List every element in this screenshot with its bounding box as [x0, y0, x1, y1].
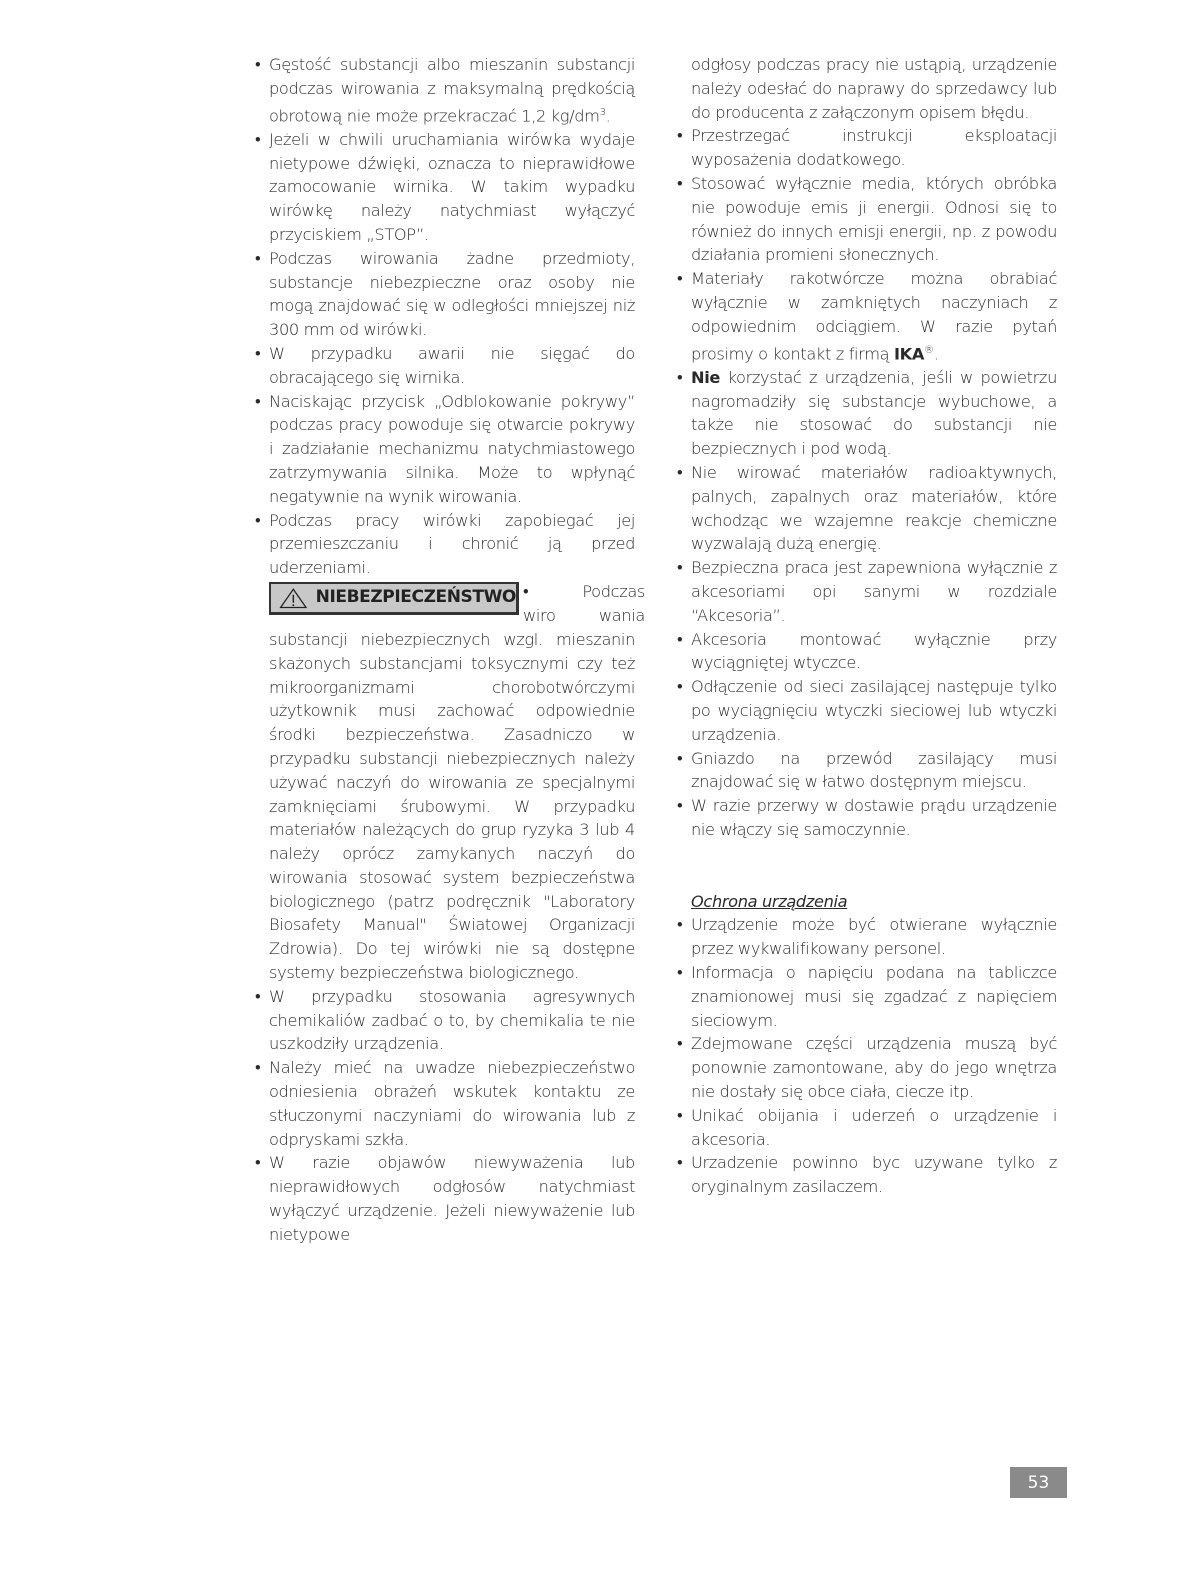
- bullet: •: [677, 126, 683, 146]
- list-item: • Odłączenie od sieci zasilającej następuje tylko po wyciągnięciu wtyczki sieciowej lub wtyczki urządzenia.: [677, 677, 1057, 744]
- right-column: [677, 53, 1057, 1199]
- list-item: • Materiały rakotwórcze można obrabiać wyłącznie w zamkniętych naczyniach z odpowiednim odciągiem. W razie pytań prosimy o kontakt z firmą IKA®.: [677, 269, 1057, 363]
- list-item: • Urzadzenie powinno byc uzywane tylko z oryginalnym zasilaczem.: [677, 1153, 1057, 1197]
- list-item: • Urządzenie może być otwierane wyłącznie przez wykwalifikowany personel.: [677, 915, 1057, 959]
- warning-text: substancji niebezpiecznych wzgl. mieszanin skażonych substancjami toksycznymi czy też mikroorganizmami chorobotwórczymi użytkownik musi zachować odpowiednie środki bezpieczeństwa. Zasadniczo w przypadku substancji niebezpiecznych należy używać naczyń do wirowania ze specjalnymi zamknięciami śrubowymi. W przypadku materiałów należących do grup ryzyka 3 lub 4 należy oprócz zamykanych naczyń do wirowania stosować system bezpieczeństwa biologicznego (patrz podręcznik "Laboratory Biosafety Manual" Światowej Organizacji Zdrowia). Do tej wirówki nie są dostępne systemy bezpieczeństwa biologicznego.: [269, 629, 635, 983]
- bullet: •: [255, 510, 261, 530]
- list-item: • W razie przerwy w dostawie prądu urządzenie nie włączy się samoczynnie.: [677, 796, 1057, 839]
- list-item: • Nie wirować materiałów radioaktywnych, palnych, zapalnych oraz materiałów, które wchodząc we wzajemne reakcje chemiczne wyzwalają dużą energię.: [677, 462, 1057, 554]
- warning-triangle-icon: [279, 585, 308, 611]
- list-item: • W razie objawów niewyważenia lub nieprawidłowych odgłosów natychmiast wyłączyć urządzenie. Jeżeli niewyważenie lub nietypowe: [255, 1153, 635, 1244]
- danger-warning: NIEBEZPIECZEŃSTWO • Podczas wiro wania: [255, 580, 635, 628]
- bullet: •: [677, 677, 683, 697]
- bullet: •: [255, 1058, 261, 1078]
- list-item: • Jeżeli w chwili uruchamiania wirówka wydaje nietypowe dźwięki, oznacza to nieprawidłowe zamocowanie wirnika. W takim wypadku wirówkę należy natychmiast wyłączyć przyciskiem „STOP”.: [255, 129, 635, 244]
- list-item: • W przypadku awarii nie sięgać do obracającego się wirnika.: [255, 343, 635, 387]
- list-item: • Stosować wyłącznie media, których obróbka nie powoduje emis ji energii. Odnosi się to również do innych emisji energii, np. z powodu działania promieni słonecznych.: [677, 173, 1057, 265]
- bullet: •: [677, 748, 683, 768]
- list-item: • Podczas wirowania żadne przedmioty, substancje niebezpieczne oraz osoby nie mogą znajdować się w odległości mniejszej niż 300 mm od wirówki.: [255, 248, 635, 340]
- danger-label: NIEBEZPIECZEŃSTWO: [315, 587, 516, 608]
- bullet: •: [255, 343, 261, 363]
- list-item: • Nie korzystać z urządzenia, jeśli w powietrzu nagromadziły się substancje wybuchowe, a także nie stosować do substancji nie bezpiecznych i pod wodą.: [677, 367, 1057, 459]
- list-item: • Gniazdo na przewód zasilający musi znajdować się w łatwo dostępnym miejscu.: [677, 748, 1057, 792]
- bullet: •: [255, 248, 261, 268]
- bullet: •: [677, 367, 683, 387]
- list-item: • Bezpieczna praca jest zapewniona wyłącznie z akcesoriami opi sanymi w rozdziale “Akcesoria”.: [677, 558, 1057, 625]
- list-item: • Przestrzegać instrukcji eksploatacji wyposażenia dodatkowego.: [677, 126, 1057, 170]
- list-item: • W przypadku stosowania agresywnych chemikaliów zadbać o to, by chemikalia te nie uszkodziły urządzenia.: [255, 986, 635, 1054]
- list-item: • Podczas pracy wirówki zapobiegać jej przemieszczaniu i chronić ją przed uderzeniami.: [255, 510, 635, 578]
- bullet: •: [677, 558, 683, 578]
- brand-name: IKA: [894, 343, 925, 363]
- bullet: •: [677, 915, 683, 935]
- section-heading: Ochrona urządzenia: [691, 891, 848, 911]
- bullet: •: [677, 269, 683, 289]
- bullet: •: [677, 963, 683, 983]
- left-column: [255, 53, 645, 1247]
- list-item: • Należy mieć na uwadze niebezpieczeństwo odniesienia obrażeń wskutek kontaktu ze stłuczonymi naczyniami do wirowania lub z odpryskami szkła.: [255, 1058, 635, 1149]
- list-item: • Naciskając przycisk „Odblokowanie pokrywy” podczas pracy powoduje się otwarcie pokrywy i zadziałanie mechanizmu natychmiastowego zatrzymywania silnika. Może to wpłynąć negatywnie na wynik wirowania.: [255, 391, 635, 506]
- bullet: •: [677, 796, 683, 816]
- list-item: • Unikać obijania i uderzeń o urządzenie i akcesoria.: [677, 1105, 1057, 1149]
- bullet: •: [677, 1153, 683, 1173]
- bullet: •: [677, 173, 683, 193]
- bullet: •: [255, 1153, 261, 1173]
- bullet: •: [677, 1034, 683, 1054]
- bullet: •: [255, 986, 261, 1006]
- danger-badge: [269, 582, 519, 615]
- bullet: •: [677, 629, 683, 649]
- bullet: •: [677, 462, 683, 482]
- list-item: • Informacja o napięciu podana na tabliczce znamionowej musi się zgadzać z napięciem sieciowym.: [677, 963, 1057, 1030]
- list-item: • Gęstość substancji albo mieszanin substancji podczas wirowania z maksymalną prędkością obrotową nie może przekraczać 1,2 $kg/dm^3$.: [255, 55, 635, 125]
- bullet: •: [677, 1105, 683, 1125]
- continuation-text: odgłosy podczas pracy nie ustąpią, urządzenie należy odesłać do naprawy do sprzedawcy lub do producenta z załączonym opisem błędu.: [691, 55, 1057, 122]
- list-item: • Zdejmowane części urządzenia muszą być ponownie zamontowane, aby do jego wnętrza nie dostały się obce ciała, ciecze itp.: [677, 1034, 1057, 1102]
- bullet: •: [255, 391, 261, 411]
- bullet: •: [255, 129, 261, 149]
- page-number: 53: [1010, 1467, 1067, 1498]
- list-item: • Akcesoria montować wyłącznie przy wyciągniętej wtyczce.: [677, 629, 1057, 673]
- bullet: •: [255, 55, 261, 74]
